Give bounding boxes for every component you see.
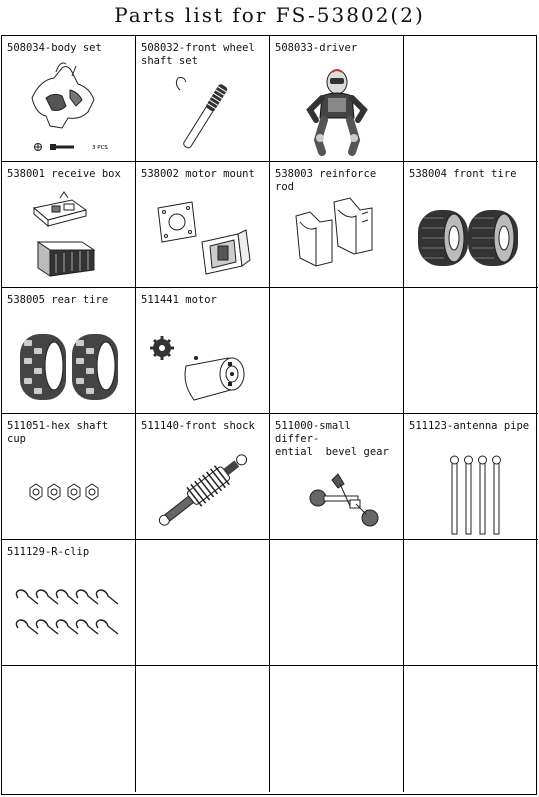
part-cell-empty	[270, 666, 404, 792]
part-label: 538002 motor mount	[141, 168, 255, 180]
part-cell-rear-tire	[2, 288, 136, 414]
front-tire-icon	[404, 162, 538, 288]
part-cell-motor-mount	[136, 162, 270, 288]
part-cell-empty	[404, 540, 538, 666]
page-title: Parts list for FS-53802(2)	[114, 3, 425, 27]
driver-figure-icon	[270, 36, 404, 162]
part-label: 511441 motor	[141, 294, 217, 306]
part-label: 538005 rear tire	[7, 294, 109, 306]
part-cell-driver	[270, 36, 404, 162]
part-label: 538004 front tire	[409, 168, 517, 180]
part-cell-wheel-shaft	[136, 36, 270, 162]
part-label: 508032-front wheel shaft set	[141, 42, 255, 67]
part-cell-motor	[136, 288, 270, 414]
part-cell-hex-shaft-cup	[2, 414, 136, 540]
hex-shaft-cup-icon	[2, 414, 136, 540]
part-cell-empty	[136, 666, 270, 792]
part-label: 511129-R-clip	[7, 546, 90, 558]
part-cell-front-shock	[136, 414, 270, 540]
motor-mount-icon	[136, 162, 270, 288]
parts-grid	[1, 35, 537, 795]
quantity-note: 3 PCS	[92, 145, 108, 151]
rear-tire-icon	[2, 288, 136, 414]
part-label: 511140-front shock	[141, 420, 255, 432]
part-cell-bevel-gear	[270, 414, 404, 540]
part-cell-empty	[404, 36, 538, 162]
part-label: 511051-hex shaft cup	[7, 420, 115, 445]
part-cell-empty	[404, 288, 538, 414]
part-label: 511000-small differ- ential bevel gear	[275, 420, 389, 458]
part-label: 508034-body set	[7, 42, 102, 54]
part-label: 511123-antenna pipe	[409, 420, 530, 432]
part-cell-front-tire	[404, 162, 538, 288]
wheel-shaft-icon	[136, 36, 270, 162]
part-cell-r-clip	[2, 540, 136, 666]
part-cell-receive-box	[2, 162, 136, 288]
r-clip-icon	[2, 540, 136, 666]
part-cell-empty	[404, 666, 538, 792]
motor-icon	[136, 288, 270, 414]
antenna-pipe-icon	[404, 414, 538, 540]
reinforce-rod-icon	[270, 162, 404, 288]
part-cell-empty	[136, 540, 270, 666]
part-cell-antenna-pipe	[404, 414, 538, 540]
part-cell-empty	[2, 666, 136, 792]
receive-box-icon	[2, 162, 136, 288]
front-shock-icon	[136, 414, 270, 540]
part-label: 538001 receive box	[7, 168, 121, 180]
part-label: 538003 reinforce rod	[275, 168, 383, 193]
part-cell-reinforce-rod	[270, 162, 404, 288]
bevel-gear-icon	[270, 414, 404, 540]
part-label: 508033-driver	[275, 42, 358, 54]
part-cell-body-set	[2, 36, 136, 162]
part-cell-empty	[270, 288, 404, 414]
part-cell-empty	[270, 540, 404, 666]
body-set-icon	[2, 36, 136, 162]
